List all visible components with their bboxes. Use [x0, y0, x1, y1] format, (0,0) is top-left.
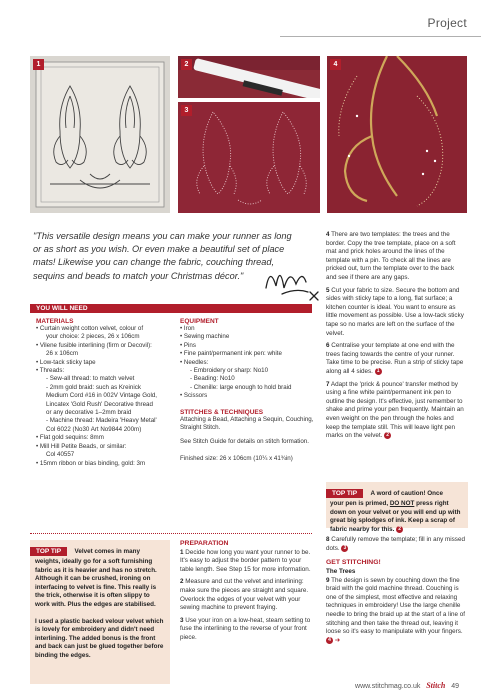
list-item: • Fine paint/permanent ink pen: white [180, 350, 282, 358]
get-stitching-heading: GET STITCHING! [326, 559, 381, 567]
preparation-heading: PREPARATION [180, 540, 229, 547]
couching-closeup-image [327, 56, 467, 213]
photo-ref-badge: 2 [396, 526, 403, 533]
stitches-text: Attaching a Bead, Attaching a Sequin, Couching, Straight Stitch. [180, 415, 314, 432]
page-number: 49 [451, 683, 459, 690]
materials-section [36, 318, 176, 468]
instructions-column-lower [326, 536, 466, 649]
list-item: • Pins [180, 341, 196, 349]
tip-text-part: press right down on your velvet or you will end up with great big splodges of ink. Keep a scrap of fabric nearby for this. [330, 500, 461, 533]
header-rule [280, 36, 481, 37]
list-item: • Scissors [180, 392, 208, 400]
list-item: 26 x 106cm [46, 350, 78, 358]
top-tip-caution [326, 482, 468, 533]
step-text: There are two templates: the trees and the border. Copy the tree template, place on a soft mat and prick holes around the lines of the template with a pin. To check all the lines are pricked out, turn the template over to the back and see if there are any gaps. [326, 231, 456, 281]
step-4 [326, 231, 466, 283]
list-item: • Iron [180, 325, 195, 332]
step-text: Cut your fabric to size. Secure the bottom and sides with sticky tape to a long, flat surface; a kitchen counter is ideal. You want to ensure as little movement as possible. Use a low-tack sticky tape so no marks are left on the surface of the velvet. [326, 286, 464, 337]
photo-badge: 1 [33, 59, 44, 70]
photo-ref-badge: 1 [375, 368, 382, 375]
list-item: • Mill Hill Petite Beads, or similar: [36, 442, 127, 450]
list-item: Medium Cord #16 in 002V Vintage Gold, [46, 392, 157, 400]
top-tip-lead: Velvet comes in many [74, 548, 140, 555]
list-item: • Vilene fusible interlining (firm or Decovil): [36, 341, 152, 349]
step-number: 9 [326, 576, 330, 584]
footer-url[interactable]: www.stitchmag.co.uk [355, 683, 421, 690]
list-item: - Chenille: large enough to hold braid [190, 383, 292, 391]
list-item: Col 40557 [46, 451, 75, 459]
photo-ref-badge: 4 [326, 637, 333, 644]
designer-signature [262, 258, 322, 304]
tip-emphasis: DO NOT [389, 500, 415, 507]
list-item: - 2mm gold braid: such as Kreinick [46, 383, 141, 391]
step-number: 4 [326, 231, 330, 238]
top-tip-text: weights, ideally go for a soft furnishing fabric as it is heavier and has no stretch. Although it can be crushed, ironing on interfacing to velvet is fine. This really is the trick, otherwise it is often slippy to work with. Plus the edges are stabilised. [35, 558, 157, 608]
photo-marked-velvet [178, 102, 320, 213]
list-item: • Needles: [180, 358, 209, 366]
step-8 [326, 536, 466, 553]
list-item: • Threads: [36, 367, 65, 375]
step-5 [326, 287, 466, 339]
list-item: • Flat gold sequins: 8mm [36, 434, 104, 442]
step-number: 2 [180, 578, 184, 586]
prep-step-3 [180, 617, 314, 643]
template-sketch-image [30, 56, 170, 213]
instructions-column [326, 231, 466, 445]
list-item: • Curtain weight cotton velvet, colour of [36, 325, 144, 332]
top-tip-text [330, 500, 464, 535]
footer-brand: Stitch [426, 681, 446, 690]
finished-size: Finished size: 26 x 106cm (10¼ x 41¾in) [180, 454, 293, 462]
list-item: • Sewing machine [180, 333, 230, 341]
step-number: 3 [180, 616, 184, 624]
you-will-need-heading: YOU WILL NEED [30, 304, 312, 313]
list-item: - Machine thread: Madeira 'Heavy Metal' [46, 417, 157, 425]
materials-heading: MATERIALS [36, 318, 74, 325]
list-item: - Beading: No10 [190, 375, 235, 383]
step-text: Decide how long you want your runner to be. It's easy to adjust the border pattern to your table length. See Step 15 for more information. [180, 548, 311, 573]
trees-subheading: The Trees [326, 567, 356, 575]
photo-ref-badge: 3 [341, 545, 348, 552]
prep-step-2 [180, 578, 314, 612]
preparation-section [180, 540, 314, 647]
top-tip-text-2: I used a plastic backed velour velvet which is lovely for embroidery and didn't need interlining. The added bonus is the front and back can just be glued together before binding the edges. [35, 617, 164, 659]
section-divider [30, 533, 312, 534]
photo-badge: 3 [181, 105, 192, 116]
step-number: 6 [326, 342, 330, 350]
step-9 [326, 577, 466, 646]
list-item: - Embroidery or sharp: No10 [190, 367, 269, 375]
equipment-section [180, 318, 314, 463]
list-item: • Low-tack sticky tape [36, 358, 96, 366]
step-text: Centralise your template at one end with the trees facing towards the centre of your runner. Take time to be precise. Run a strip of sticky tape along all 4 sides. [326, 342, 464, 376]
step-text: Adapt the 'prick & pounce' transfer method by using a fine white paint/permanent ink pen to outline the design. It's effective, just remember to shake and prime your pen frequently. Maintain an even weight on the pen through the holes and keep the template still. This will leave light pen marks on the velvet. [326, 380, 464, 440]
photo-badge: 2 [181, 59, 192, 70]
step-text: Use your iron on a low-heat, steam setting to fuse the interlining to the reverse of your front piece. [180, 616, 311, 641]
equipment-list [180, 325, 314, 401]
list-item: • 15mm ribbon or bias binding, gold: 3m [36, 459, 146, 467]
equipment-heading: EQUIPMENT [180, 318, 219, 325]
designer-quote: "This versatile design means you can make your runner as long or as short as you wish. Or even make a beautiful set of place mats! Likewise you can change the fabric, couching thread, sequins and beads to match your Christmas décor." [33, 231, 292, 281]
list-item: Lincatex 'Gold Rush' Decorative thread [46, 400, 153, 408]
photo-couching-closeup [327, 56, 467, 213]
step-number: 5 [326, 286, 330, 294]
step-number: 1 [180, 548, 184, 556]
pen-image [178, 56, 320, 98]
step-number: 7 [326, 380, 330, 388]
list-item: - Sew-all thread: to match velvet [46, 375, 135, 383]
marked-velvet-image [178, 102, 320, 213]
top-tip-label: TOP TIP [326, 489, 363, 498]
step-text: Measure and cut the velvet and interlining: make sure the pieces are straight and square. Overlock the edges of your velvet with your sewing machine to prevent fraying. [180, 578, 309, 612]
step-7 [326, 381, 466, 441]
step-text: Carefully remove the template; fill in any missed dots. [326, 536, 465, 552]
continue-arrow-icon: ➜ [334, 636, 341, 644]
photo-ref-badge: 2 [384, 432, 391, 439]
prep-step-1 [180, 549, 314, 575]
step-6 [326, 342, 466, 377]
top-tip-lead: A word of caution! Once [370, 490, 444, 497]
page-footer [355, 681, 459, 690]
top-tip-velvet [30, 540, 170, 684]
section-label: Project [427, 16, 467, 30]
tip-text-part: your pen is primed, [330, 500, 390, 507]
photo-template-sketch [30, 56, 170, 213]
list-item: Col 6022 (No30 Art No9844 200m) [46, 425, 142, 433]
list-item: your choice: 2 pieces, 26 x 106cm [46, 333, 140, 341]
stitch-guide-text: See Stitch Guide for details on stitch formation. [180, 438, 309, 446]
step-text: The design is sewn by couching down the fine braid with the gold machine thread. Couching is one of the simplest, most effective and relaxing techniques in embroidery! Use the large chenille needle to bring the braid up at the start of a line of stitching and then take the thread out, leaving it loose so it's easy to manipulate with your fingers. [326, 576, 465, 636]
photo-badge: 4 [330, 59, 341, 70]
materials-list [36, 325, 176, 468]
photo-pen [178, 56, 320, 98]
stitches-heading: STITCHES & TECHNIQUES [180, 408, 264, 416]
top-tip-label: TOP TIP [30, 547, 67, 556]
step-number: 8 [326, 536, 330, 543]
list-item: or any decorative 1–2mm braid [46, 409, 132, 417]
